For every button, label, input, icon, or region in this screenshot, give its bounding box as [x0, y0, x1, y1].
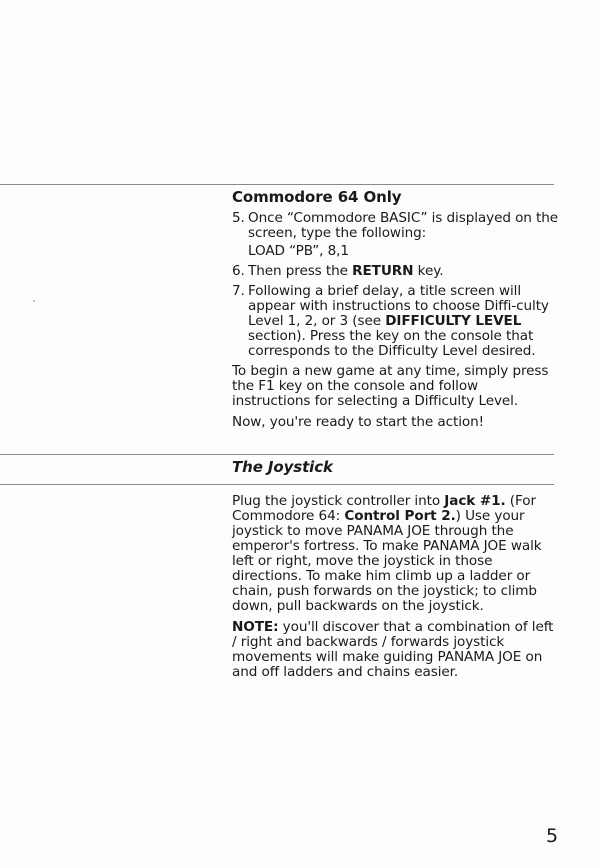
control-port-label: Control Port 2. [344, 508, 456, 524]
text-run: ) Use your joystick to move PANAMA JOE through the emperor's fortress. To make PANAMA JOE walk left or right, move the joystick in those directions. To make him climb up a ladder or chain, push forwards on the joystick; to climb down, pull backwards on the joystick. [232, 508, 542, 614]
step-7 [232, 284, 560, 359]
section-divider-top [0, 184, 554, 185]
step-number: 6. [232, 263, 245, 279]
load-command: LOAD “PB”, 8,1 [248, 243, 349, 259]
new-game-paragraph: To begin a new game at any time, simply press the F1 key on the console and follow instructions for selecting a Difficulty Level. [232, 363, 549, 409]
ready-paragraph: Now, you're ready to start the action! [232, 414, 484, 430]
steps-list [232, 211, 560, 359]
commodore-section [232, 190, 560, 436]
step-text-start: Following a brief delay, a title screen will appear with instructions to choose Diffi-culty Level 1, 2, or 3 (see [248, 283, 549, 329]
jack-label: Jack #1. [444, 493, 506, 509]
joystick-heading: The Joystick [232, 458, 333, 476]
difficulty-level-ref: DIFFICULTY LEVEL [385, 313, 522, 329]
commodore-heading: Commodore 64 Only [232, 188, 402, 206]
step-text-end: key. [413, 263, 444, 279]
text-run: (For Commodore 64: [232, 493, 536, 524]
joystick-section [232, 494, 560, 686]
paper-speck [33, 300, 35, 302]
text-run: Plug the joystick controller into [232, 493, 445, 509]
joystick-paragraph [232, 494, 560, 614]
step-text: Once “Commodore BASIC” is displayed on the screen, type the following: [248, 210, 559, 241]
step-text-start: Then press the [248, 263, 353, 279]
note-label: NOTE: [232, 619, 279, 635]
step-number: 7. [232, 283, 245, 299]
joystick-heading-block [232, 460, 560, 475]
step-text-end: section). Press the key on the console that corresponds to the Difficulty Level desired. [248, 328, 536, 359]
section-divider-bottom [0, 484, 554, 485]
step-5 [232, 211, 560, 259]
page-number: 5 [546, 825, 559, 847]
return-key-label: RETURN [352, 263, 414, 279]
step-6 [232, 264, 560, 279]
section-divider-middle [0, 454, 554, 455]
note-paragraph [232, 620, 560, 680]
note-text: you'll discover that a combination of left / right and backwards / forwards joystick movements will make guiding PANAMA JOE on and off ladders and chains easier. [232, 619, 554, 680]
step-number: 5. [232, 210, 245, 226]
